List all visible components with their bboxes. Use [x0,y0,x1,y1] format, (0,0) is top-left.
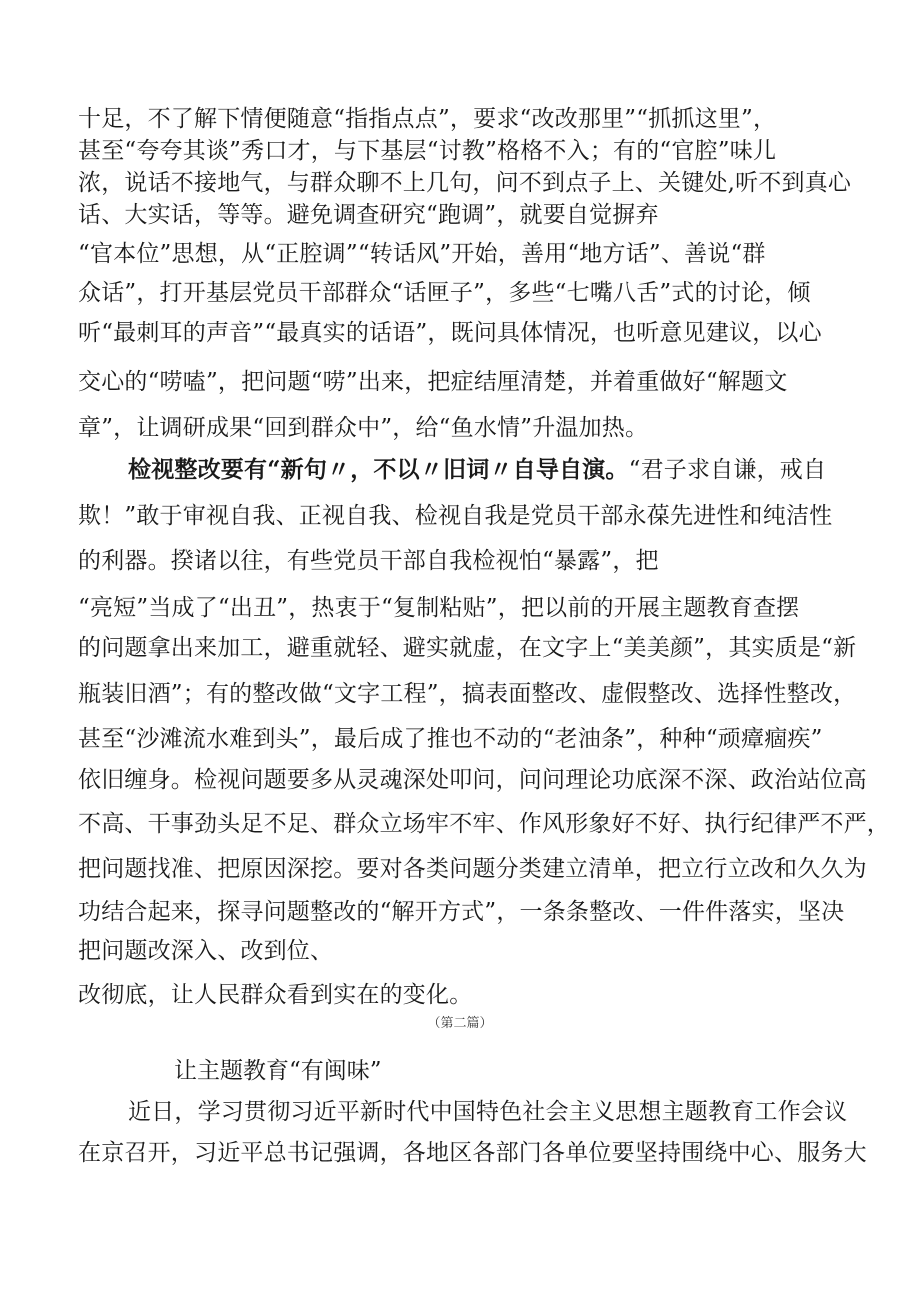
paragraph-line: 依旧缠身。检视问题要多从灵魂深处叩问，问问理论功底深不深、政治站位高 [78,767,867,793]
paragraph-line: 欺！”敢于审视自我、正视自我、检视自我是党员干部永葆先进性和纯洁性 [78,503,833,529]
paragraph-line: “亮短”当成了“出丑”，热衷于“复制粘贴”，把以前的开展主题教育查摆 [78,595,800,621]
paragraph-line: 不高、干事劲头足不足、群众立场牢不牢、作风形象好不好、执行纪律严不严， [78,811,890,837]
paragraph-line: 把问题找准、把原因深挖。要对各类问题分类建立清单，把立行立改和久久为 [78,856,867,882]
paragraph-line: 甚至“夸夸其谈”秀口才，与下基层“讨教”格格不入；有的“官腔”味儿 [78,138,777,164]
paragraph-line: 改彻底，让人民群众看到实在的变化。 [78,982,473,1008]
paragraph-line: 瓶装旧酒”；有的整改做“文字工程”，搞表面整改、虚假整改、选择性整改， [78,681,857,707]
paragraph-line: 话、大实话，等等。避免调查研究“跑调”，就要自觉摒弃 [78,202,659,228]
article-title: 让主题教育“有闽味” [174,1058,382,1084]
paragraph-line: 的利器。揆诸以往，有些党员干部自我检视怕“暴露”，把 [78,548,659,574]
paragraph-line: 近日，学习贯彻习近平新时代中国特色社会主义思想主题教育工作会议 [128,1099,848,1125]
paragraph-line: 功结合起来，探寻问题整改的“解开方式”，一条条整改、一件件落实，坚决 [78,899,845,925]
paragraph-first-line [128,455,826,485]
paragraph-line: “官本位”思想，从“正腔调”“转话风”开始，善用“地方话”、善说“群 [78,241,766,267]
section-marker: （第二篇） [427,1016,493,1031]
paragraph-line: 甚至“沙滩流水难到头”，最后成了推也不动的“老油条”，种种“顽瘴痼疾” [78,726,823,752]
paragraph-line: 十足，不了解下情便随意“指指点点”，要求“改改那里”“抓抓这里”， [78,106,777,132]
paragraph-line-rest: “君子求自谦，戒自 [628,457,827,483]
paragraph-line: 的问题拿出来加工，避重就轻、避实就虚，在文字上“美美颜”，其实质是“新 [78,635,857,661]
paragraph-line: 在京召开，习近平总书记强调，各地区各部门各单位要坚持围绕中心、服务大 [78,1140,867,1166]
paragraph-line: 浓，说话不接地气，与群众聊不上几句，问不到点子上、关键处,听不到真心 [78,170,852,196]
paragraph-line: 章”，让调研成果“回到群众中”，给“鱼水情”升温加热。 [78,415,649,441]
paragraph-line: 交心的“唠嗑”，把问题“唠”出来，把症结厘清楚，并着重做好“解题文 [78,369,788,395]
paragraph-lead: 检视整改要有“新句〃，不以〃旧词〃自导自演。 [128,456,629,483]
paragraph-line: 把问题改深入、改到位、 [78,938,334,964]
paragraph-line: 听“最刺耳的声音”“最真实的话语”，既问具体情况，也听意见建议，以心 [78,320,822,346]
paragraph-line: 众话”，打开基层党员干部群众“话匣子”，多些“七嘴八舌”式的讨论，倾 [78,280,811,306]
